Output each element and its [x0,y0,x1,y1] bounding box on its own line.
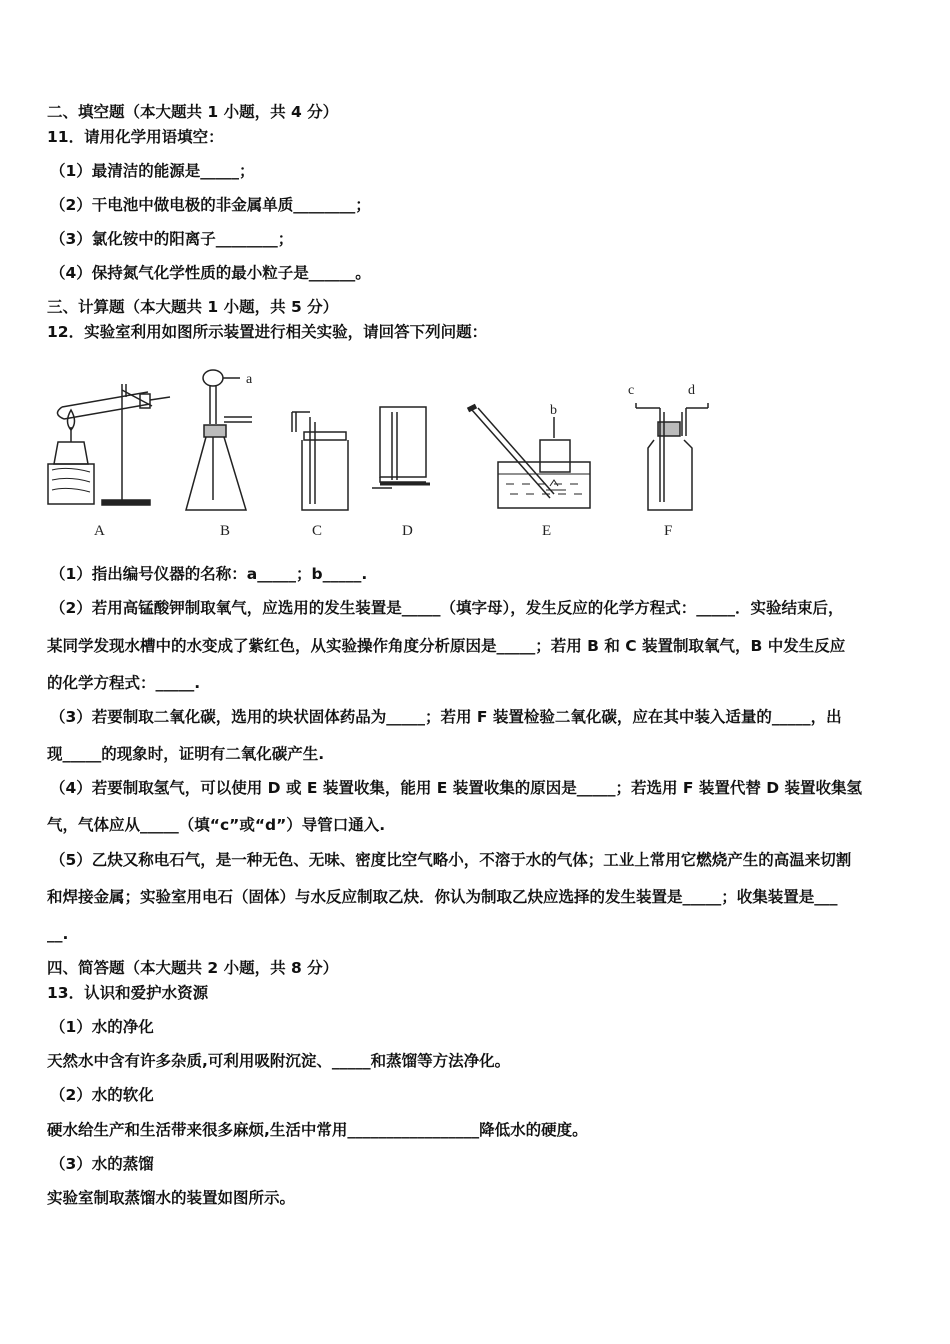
label-b-figure: B [220,523,231,539]
mark-b: b [550,403,557,418]
q13-subheading-3: （3）水的蒸馏 [50,1155,154,1173]
apparatus-c [292,412,348,510]
q11-item-1: （1）最清洁的能源是_____； [50,162,255,180]
label-a-figure: A [94,523,105,539]
section-heading-calculation: 三、计算题（本大题共 1 小题，共 5 分） [47,298,339,316]
mark-d: d [688,383,695,398]
q12-part-4-line-1: （4）若要制取氢气，可以使用 D 或 E 装置收集，能用 E 装置收集的原因是_____；若选用 F 装置代替 D 装置收集氢 [50,779,862,797]
label-f-figure: F [664,523,673,539]
q12-part-3-line-2: 现_____的现象时，证明有二氧化碳产生. [47,745,325,763]
q11-item-4: （4）保持氮气化学性质的最小粒子是______。 [50,264,371,282]
q12-part-5-line-2: 和焊接金属；实验室用电石（固体）与水反应制取乙炔．你认为制取乙炔应选择的发生装置是_____；收集装置是___ [47,888,838,906]
apparatus-b [186,370,252,510]
q11-item-2: （2）干电池中做电极的非金属单质________； [50,196,371,214]
q13-text-3: 实验室制取蒸馏水的装置如图所示。 [47,1189,296,1207]
mark-c: c [628,383,635,398]
q12-part-3-line-1: （3）若要制取二氧化碳，选用的块状固体药品为_____；若用 F 装置检验二氧化碳，应在其中装入适量的_____，出 [50,708,842,726]
q13-subheading-1: （1）水的净化 [50,1018,154,1036]
q12-part-4-line-2: 气，气体应从_____（填“c”或“d”）导管口通入. [47,816,386,834]
q12-part-1: （1）指出编号仪器的名称：a_____；b_____. [50,565,368,583]
q13-subheading-2: （2）水的软化 [50,1086,154,1104]
q12-part-5-line-1: （5）乙炔又称电石气，是一种无色、无味、密度比空气略小，不溶于水的气体；工业上常用它燃烧产生的高温来切割 [50,851,852,869]
q12-part-5-line-3: __. [47,925,69,943]
question-12-stem: 12．实验室利用如图所示装置进行相关实验，请回答下列问题： [47,323,488,341]
section-heading-fill-blank: 二、填空题（本大题共 1 小题，共 4 分） [47,103,339,121]
apparatus-figure [40,362,720,547]
q13-text-1: 天然水中含有许多杂质,可利用吸附沉淀、_____和蒸馏等方法净化。 [47,1052,511,1070]
label-c-figure: C [312,523,323,539]
section-heading-short-answer: 四、简答题（本大题共 2 小题，共 8 分） [47,959,339,977]
q12-part-2-line-2: 某同学发现水槽中的水变成了紫红色，从实验操作角度分析原因是_____；若用 B 和 C 装置制取氧气，B 中发生反应 [47,637,846,655]
q12-part-2-line-1: （2）若用高锰酸钾制取氧气，应选用的发生装置是_____（填字母），发生反应的化学方程式：_____．实验结束后， [50,599,844,617]
mark-a: a [246,372,253,387]
question-13-stem: 13．认识和爱护水资源 [47,984,209,1002]
label-d-figure: D [402,523,413,539]
q12-part-2-line-3: 的化学方程式：_____. [47,674,201,692]
question-11-stem: 11．请用化学用语填空： [47,128,224,146]
q13-text-2: 硬水给生产和生活带来很多麻烦,生活中常用_________________降低水的硬度。 [47,1121,588,1139]
q11-item-3: （3）氯化铵中的阳离子________； [50,230,294,248]
label-e-figure: E [542,523,552,539]
apparatus-f [636,403,708,510]
apparatus-e [468,406,590,508]
apparatus-a [48,384,170,505]
apparatus-d [372,407,430,488]
